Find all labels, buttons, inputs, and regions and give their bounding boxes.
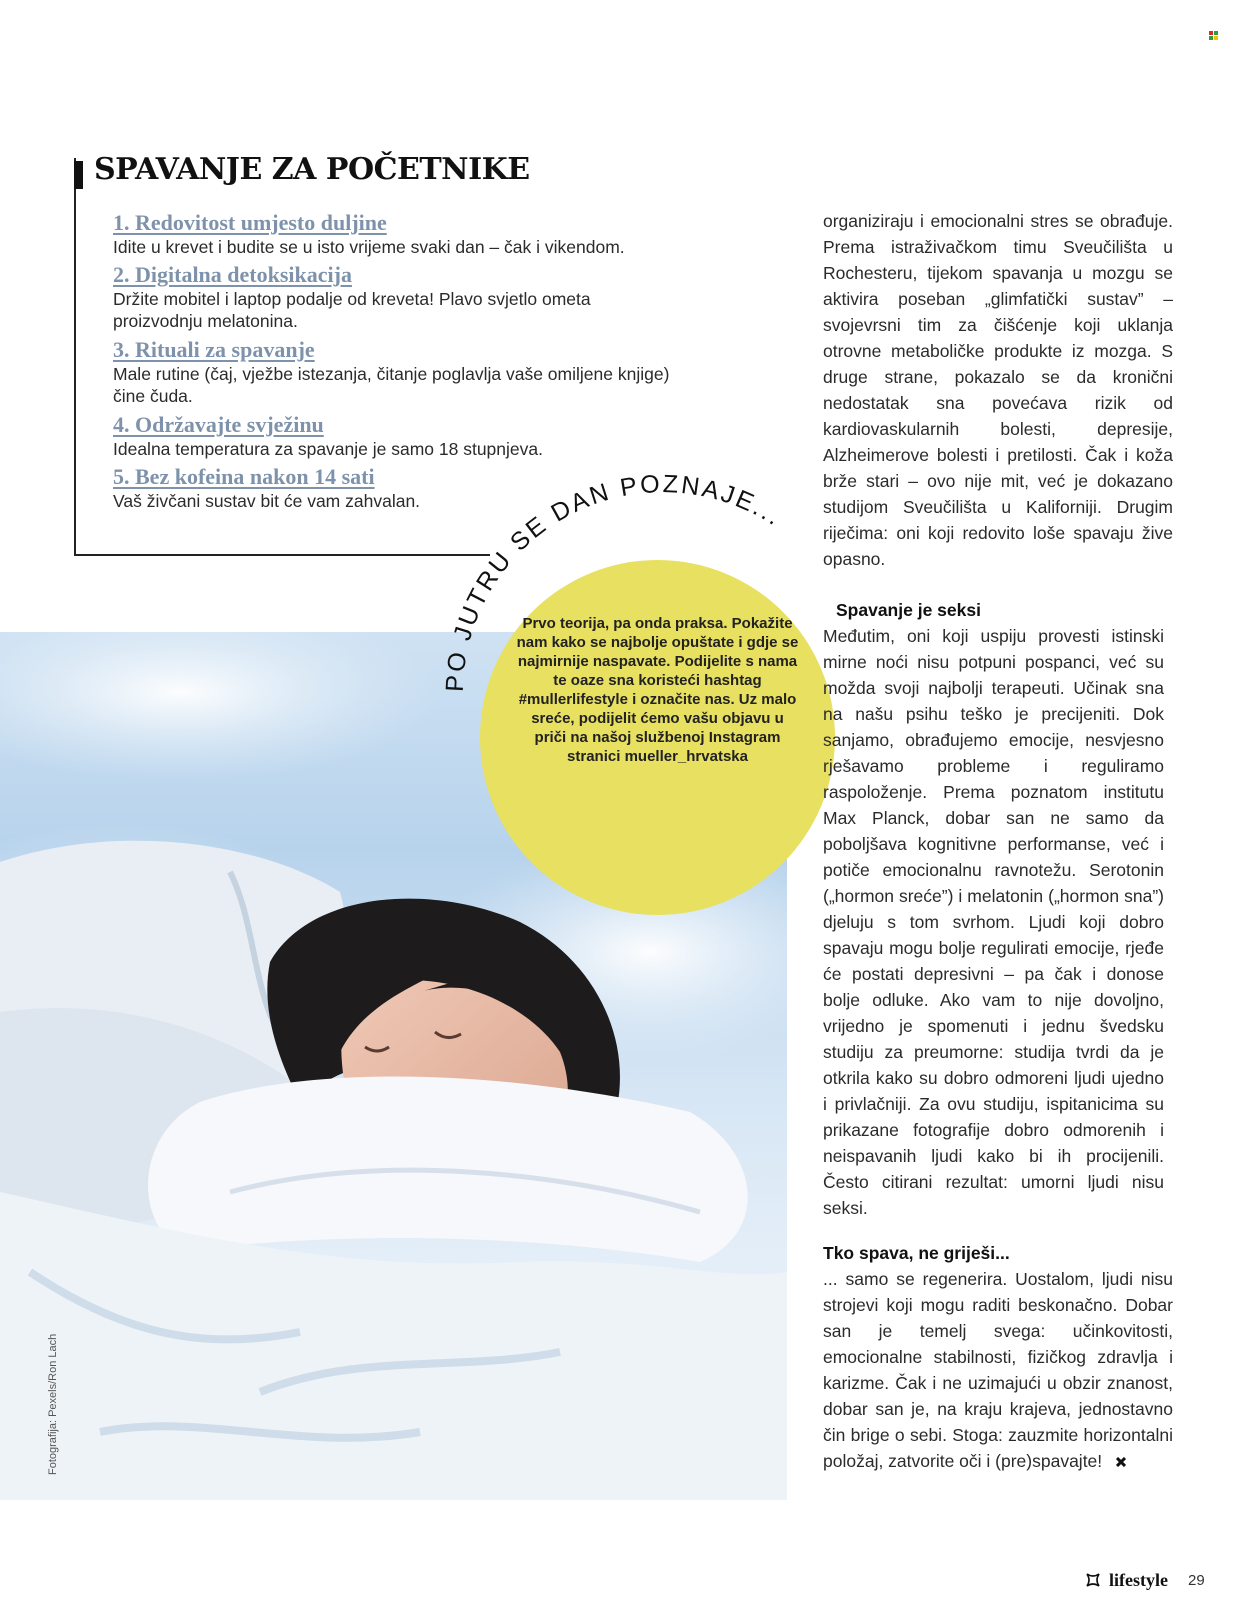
callout-body-start: Prvo teorija, pa onda praksa. Pokažite nam kako se najbolje opuštate i gdje se najmirnije naspavate. Podijelite s nama te oaze sna koristeći hashtag	[516, 615, 799, 689]
sidebar-title: SPAVANJE ZA POČETNIKE	[94, 152, 530, 187]
section-text: Međutim, oni koji uspiju provesti istinski mirne noći nisu potpuni pospanci, već su možda svoji najbolji terapeuti. Učinak sna na našu psihu teško je precijeniti. Dok sanjamo, obrađujemo emocije, nesvjesno rješavamo probleme i reguliramo raspoloženje. Prema poznatom institutu Max Planck, dobar san ne samo da poboljšava kognitivne performanse, već i potiče emocionalnu ravnotežu. Serotonin („hormon sreće”) i melatonin („hormon sna”) djeluju s tom svrhom. Ljudi koji dobro spavaju mogu bolje regulirati emocije, rjeđe će postati depresivni – pa čak i donose bolje odluke. Ako vam to nije dovoljno, vrijedno je spomenuti i jednu švedsku studiju za preumorne: studija tvrdi da je otkrila kako su dobro odmoreni ljudi ujedno i privlačniji. Za ovu studiju, ispitanicima su prikazane fotografije dobro odmorenih i neispavanih ljudi kako bi ih procijenili. Često citirani rezultat: umorni ljudi nisu seksi.	[823, 626, 1164, 1218]
article-intro-text: organiziraju i emocionalni stres se obrađuje. Prema istraživačkom timu Sveučilišta u Rochesteru, tijekom spavanja u mozgu se aktivira poseban „glimfatički sustav” – svojevrsni tim za čišćenje koji uklanja otrovne metaboličke produkte iz mozga. S druge strane, pokazalo se da kronični nedostatak sna povećava rizik od kardiovaskularnih bolesti, depresije, Alzheimerove bolesti i pretilosti. Čak i koža brže stari – ovo nije mit, već je dokazano studijom Sveučilišta u Kaliforniji. Drugim riječima: oni koji redovito loše spavaju žive opasno.	[823, 211, 1173, 569]
tip-text: Idealna temperatura za spavanje je samo 18 stupnjeva.	[113, 439, 543, 459]
instagram-handle: mueller_hrvatska	[624, 748, 748, 765]
arc-text: PO JUTRU SE DAN POZNAJE...	[440, 469, 788, 693]
tip-heading: 3. Rituali za spavanje	[113, 337, 315, 362]
brand-logo-icon	[1085, 1572, 1101, 1588]
callout-text	[515, 614, 800, 766]
tip-item	[113, 337, 713, 407]
tip-item	[113, 262, 713, 332]
page-number: 29	[1187, 1571, 1205, 1589]
hashtag: #mullerlifestyle	[518, 691, 628, 708]
footer-brand: lifestyle	[1109, 1569, 1168, 1590]
title-accent-bar	[74, 161, 83, 189]
photo-credit: Fotografija: Pexels/Ron Lach	[47, 1333, 59, 1475]
tip-text: Idite u krevet i budite se u isto vrijeme svaki dan – čak i vikendom.	[113, 237, 625, 257]
section-sexy	[836, 597, 1164, 623]
tip-heading: 4. Održavajte svježinu	[113, 412, 324, 437]
tip-heading: 5. Bez kofeina nakon 14 sati	[113, 464, 375, 489]
section-text: ... samo se regenerira. Uostalom, ljudi nisu strojevi koji mogu raditi beskonačno. Dobar san je temelj svega: učinkovitosti, emocionalne stabilnosti, fizičkog zdravlja i karizme. Čak i ne uzimajući u obzir znanost, dobar san je, na kraju krajeva, jednostavno čin brige o sebi. Stoga: zauzmite horizontalni položaj, zatvorite oči i (pre)spavajte!	[823, 1269, 1173, 1471]
section-sexy-body	[823, 623, 1164, 1221]
end-mark-icon	[1116, 1457, 1126, 1467]
section-paragraph	[823, 1266, 1173, 1474]
section-sleep	[823, 1240, 1173, 1474]
tip-text: Vaš živčani sustav bit će vam zahvalan.	[113, 491, 421, 511]
section-heading: Tko spava, ne griješi...	[823, 1243, 1010, 1263]
tip-item	[113, 412, 713, 460]
tip-heading: 1. Redovitost umjesto duljine	[113, 210, 387, 235]
corner-color-mark	[1209, 31, 1218, 40]
tip-text: Držite mobitel i laptop podalje od kreveta! Plavo svjetlo ometa proizvodnju melatonina.	[113, 289, 591, 331]
tip-item	[113, 210, 713, 258]
article-intro	[823, 208, 1173, 572]
tip-heading: 2. Digitalna detoksikacija	[113, 262, 352, 287]
tip-text: Male rutine (čaj, vježbe istezanja, čitanje poglavlja vaše omiljene knjige) čine čuda.	[113, 364, 670, 406]
page-footer	[1085, 1568, 1205, 1592]
section-heading: Spavanje je seksi	[836, 600, 981, 620]
callout-body-end: i označite nas. Uz malo sreće, podijelit ćemo vašu objavu u priči na našoj službenoj Instagram stranici	[531, 691, 797, 765]
